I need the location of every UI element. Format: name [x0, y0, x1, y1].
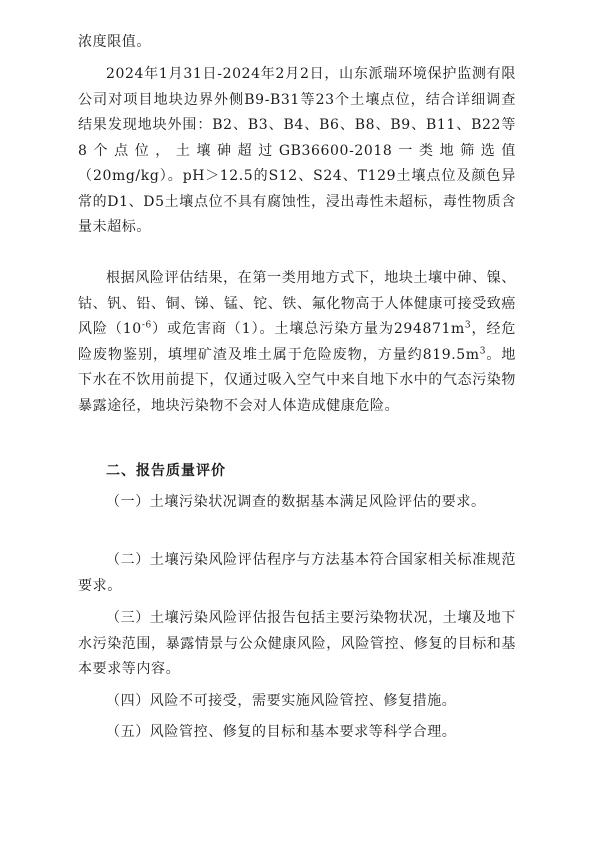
evaluation-item-4: （四）风险不可接受，需要实施风险管控、修复措施。: [106, 693, 457, 709]
risk-text-a: 根据风险评估结果，在第一类用地方式下，地块土壤中砷、镍、钴、钒、铅、铜、锑、锰、铊、铁、氟化物高于人体健康可接受致癌风险（10: [78, 270, 516, 337]
paragraph-monitoring-results: 2024年1月31日-2024年2月2日，山东派瑞环境保护监测有限公司对项目地块边界外侧B9-B31等23个土壤点位，结合详细调查结果发现地块外围：B2、B3、B4、B6、B8、B9、B11、B22等8个点位，土壤砷超过GB36600-2018一类地筛选值（20mg/kg）。pH＞12.5的S12、S24、T129土壤点位及颜色异常的D1、D5土壤点位不具有腐蚀性，浸出毒性未超标，毒性物质含量未超标。: [78, 66, 516, 235]
evaluation-item-1: （一）土壤污染状况调查的数据基本满足风险评估的要求。: [106, 494, 486, 510]
paragraph-continuation: 浓度限值。: [78, 34, 151, 50]
risk-text-d: 。地下水在不饮用前提下，仅通过吸入空气中来自地下水中的气态污染物暴露途径，地块污染物不会对人体造成健康危险。: [78, 346, 516, 414]
evaluation-item-2: （二）土壤污染风险评估程序与方法基本符合国家相关标准规范要求。: [78, 552, 516, 594]
risk-text-b: ）或危害商（1）。土壤总污染方量为294871m: [151, 321, 465, 337]
section-heading-quality-evaluation: 二、报告质量评价: [106, 463, 226, 479]
risk-superscript-cubic-2: 3: [479, 345, 487, 356]
risk-superscript-exponent: -6: [141, 320, 152, 331]
evaluation-item-5: （五）风险管控、修复的目标和基本要求等科学合理。: [106, 724, 457, 740]
evaluation-item-3: （三）土壤污染风险评估报告包括主要污染物状况，土壤及地下水污染范围，暴露情景与公众健康风险，风险管控、修复的目标和基本要求等内容。: [78, 610, 516, 677]
risk-text-c: ，经危险废物鉴别，填埋矿渣及堆土属于危险废物，方量约819.5m: [78, 321, 516, 363]
risk-superscript-cubic-1: 3: [464, 320, 472, 331]
paragraph-risk-assessment: [78, 266, 516, 419]
